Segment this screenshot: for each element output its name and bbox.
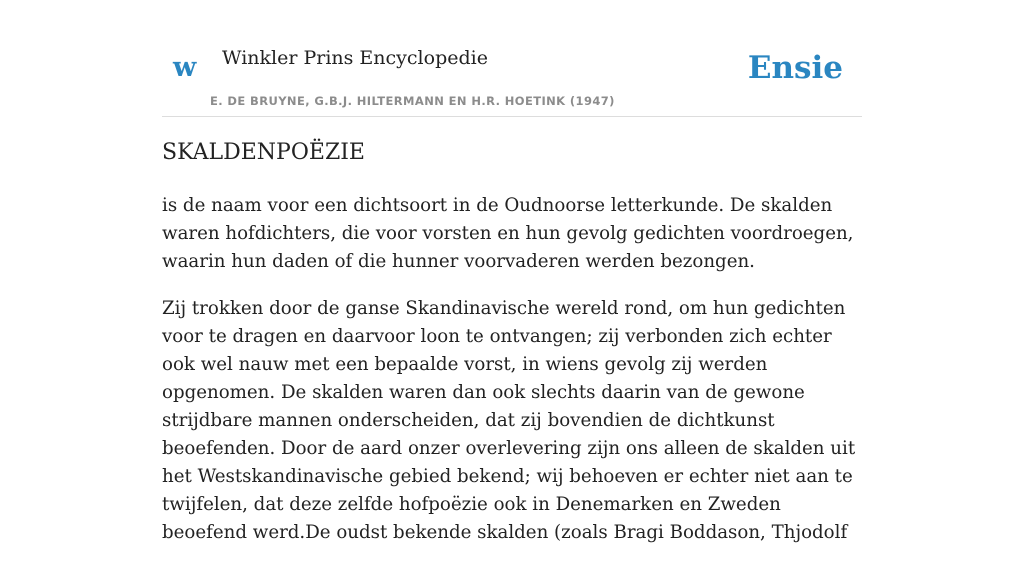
publication-title[interactable]: Winkler Prins Encyclopedie [222, 47, 488, 69]
publication-authors: E. DE BRUYNE, G.B.J. HILTERMANN EN H.R. HOETINK (1947) [210, 94, 615, 108]
ensie-home-link[interactable]: Ensie [747, 50, 843, 86]
article-paragraph: Zij trokken door de ganse Skandinavische wereld rond, om hun gedichten voor te dragen en daarvoor loon te ontvangen; zij verbonden zich echter ook wel nauw met een bepaalde vorst, in wiens gevolg zij werden opgenomen. De skalden waren dan ook slechts daarin van de gewone strijdbare mannen onderscheiden, dat zij bovendien de dichtkunst beoefenden. Door de aard onzer overlevering zijn ons alleen de skalden uit het Westskandinavische gebied bekend; wij behoeven er echter niet aan te twijfelen, dat deze zelfde hofpoëzie ook in Denemarken en Zweden beoefend werd.De oudst bekende skalden (zoals Bragi Boddason, Thjodolf [162, 298, 856, 543]
header [162, 40, 862, 117]
article-body [162, 192, 862, 566]
article-paragraph: is de naam voor een dichtsoort in de Oudnoorse letterkunde. De skalden waren hofdichters, die voor vorsten en hun gevolg gedichten voordroegen, waarin hun daden of die hunner voorvaderen werden bezongen. [162, 195, 854, 272]
winkler-prins-logo-icon[interactable]: w [173, 52, 197, 83]
article-title: SKALDENPOËZIE [162, 140, 365, 165]
